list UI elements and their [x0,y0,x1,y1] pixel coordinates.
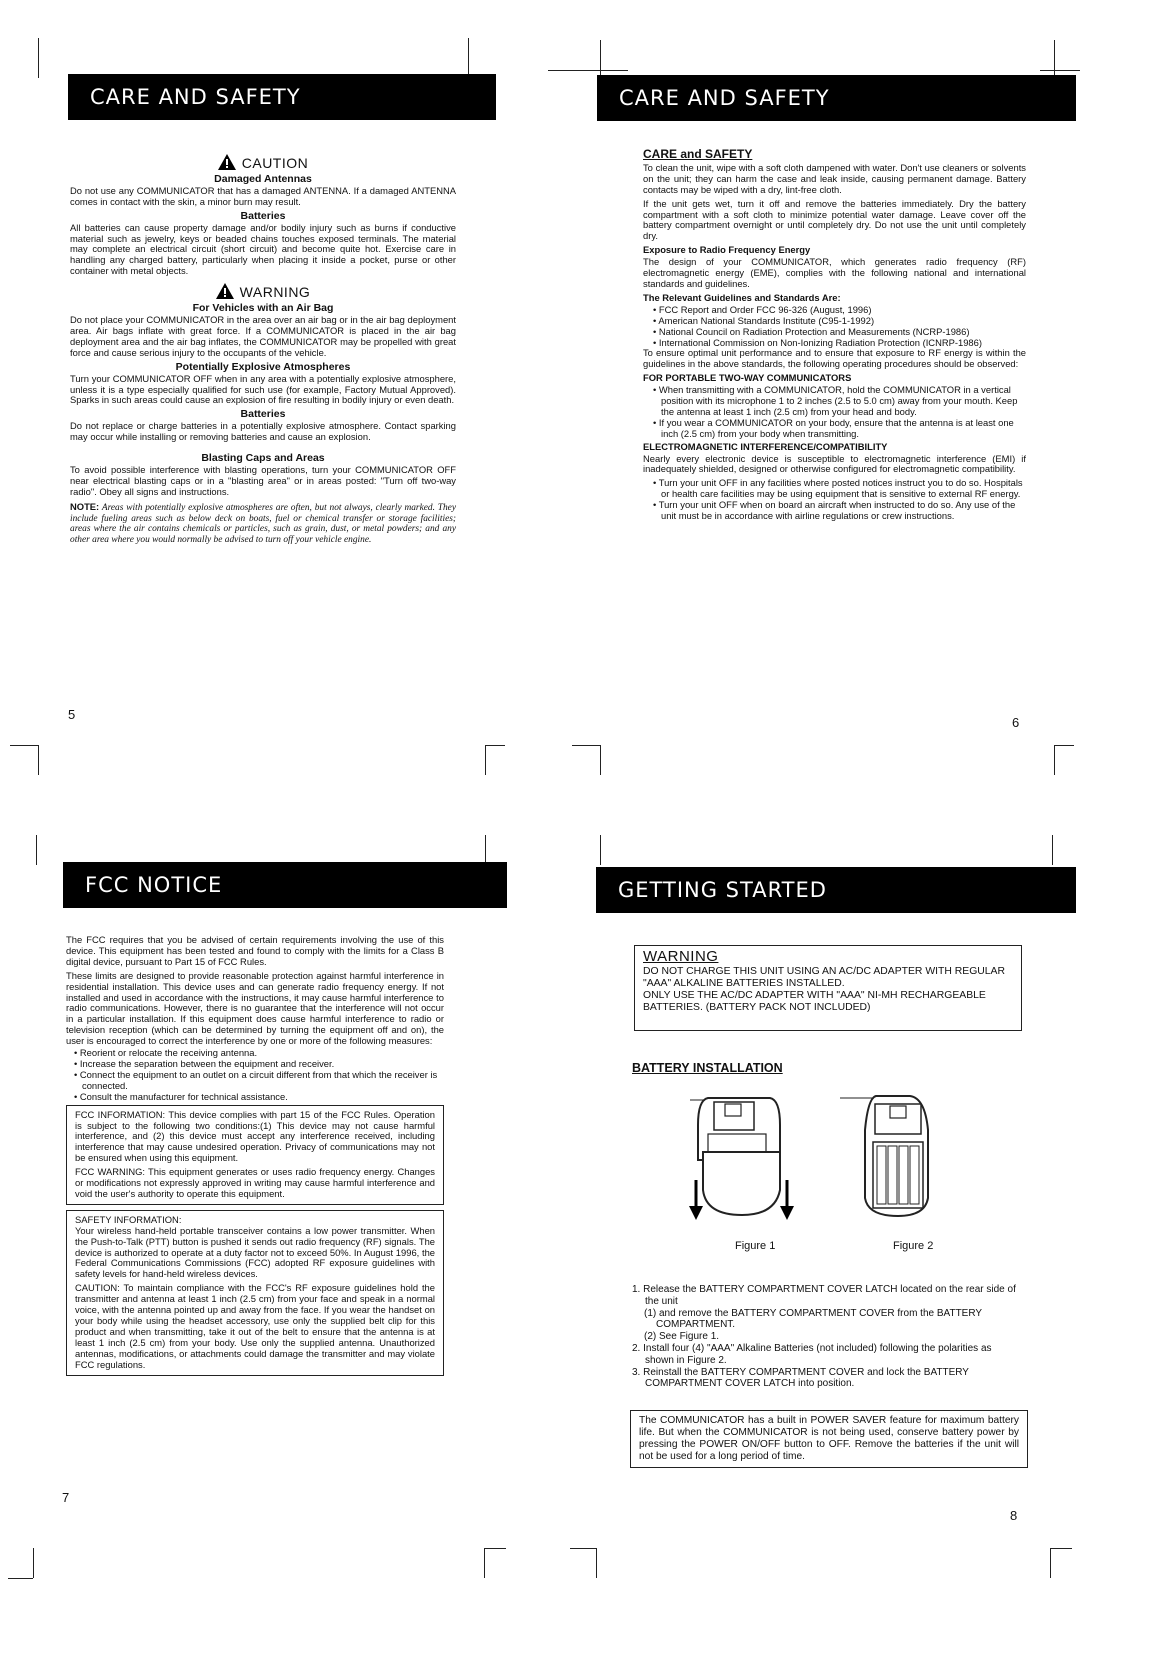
rf-heading: Exposure to Radio Frequency Energy [643,244,811,256]
list-item: • When transmitting with a COMMUNICATOR, hold the COMMUNICATOR in a vertical position with its microphone 1 to 2 inches (2.5 to 5.0 cm) away from your mouth. Keep the antenna at least 1 inch (2.5 cm) from your head and body. [653,385,1026,418]
step-3: 3. Reinstall the BATTERY COMPARTMENT COVER and lock the BATTERY COMPARTMENT COVER LATCH into position. [632,1366,969,1390]
crop-mark [1054,745,1055,775]
fcc-warning-text: FCC WARNING: This equipment generates or uses radio frequency energy. Changes or modifications not expressly approved in writing may cause harmful interference and void the user's authority to operate this equipment. [75,1166,435,1199]
crop-mark [596,1548,597,1578]
list-item: • Connect the equipment to an outlet on a circuit different from that which the receiver is connected. [74,1070,444,1092]
damaged-antennas-text: Do not use any COMMUNICATOR that has a damaged ANTENNA. If a damaged ANTENNA comes in contact with the skin, a minor burn may result. [70,184,456,207]
page6-content [643,149,1026,522]
figure1-device [689,1098,794,1220]
emi-heading: ELECTROMAGNETIC INTERFERENCE/COMPATIBILITY [643,440,888,452]
list-item: • If you wear a COMMUNICATOR on your body, ensure that the antenna is at least one inch (2.5 cm) from your body when transmitting. [653,418,1026,440]
crop-mark [38,745,39,775]
crop-mark [485,745,486,775]
list-item: • Turn your unit OFF in any facilities where posted notices instruct you to do so. Hospitals or health care facilities may be using equipment that is sensitive to external RF energy. [653,478,1026,500]
figure1-caption: Figure 1 [735,1240,776,1252]
crop-mark [485,835,486,865]
batteries2-heading: Batteries [240,408,286,421]
crop-mark [485,745,505,746]
step-1b: (2) See Figure 1. [644,1331,720,1343]
page5-banner: CARE AND SAFETY [68,74,496,120]
caution-heading: CAUTION [70,154,456,170]
blasting-text: To avoid possible interference with blasting operations, turn your COMMUNICATOR OFF near electrical blasting caps or in a "blasting area" or in areas posted: "Turn off two-way radio". Obey all signs and instructions. [70,463,456,497]
crop-mark [1050,1548,1072,1549]
warning-title: WARNING [643,948,719,965]
explosive-heading: Potentially Explosive Atmospheres [175,360,351,373]
step-1: 1. Release the BATTERY COMPARTMENT COVER LATCH located on the rear side of the unit [632,1284,1016,1307]
portable-heading: FOR PORTABLE TWO-WAY COMMUNICATORS [643,372,852,384]
rf-text: The design of your COMMUNICATOR, which generates radio frequency (RF) electromagnetic energy (EME), complies with the following national and international standards and guidelines. [643,256,1026,289]
list-item: • Increase the separation between the equipment and receiver. [74,1059,444,1070]
batteries-heading: Batteries [240,209,286,222]
list-item: • Turn your unit OFF when on board an aircraft when instructed to do so. Any use of the unit must be in accordance with airline regulations or crew instructions. [653,500,1026,522]
portable-list [643,385,1026,440]
power-saver-box [630,1410,1028,1468]
list-item: • American National Standards Institute (C95-1-1992) [653,316,1026,327]
figure2-caption: Figure 2 [893,1240,934,1252]
note-label: NOTE: [70,500,100,512]
emi-text: Nearly every electronic device is susceptible to electromagnetic interference (EMI) if inadequately shielded, designed or otherwise configured for electromagnetic compatibility. [643,452,1026,475]
crop-mark [548,70,628,71]
crop-mark [484,1548,506,1549]
fcc-para-1: The FCC requires that you be advised of certain requirements involving the use of this device. This equipment has been tested and found to comply with the limits for a Class B digital device, pursuant to Part 15 of FCC Rules. [66,934,444,967]
step-1a: (1) and remove the BATTERY COMPARTMENT COVER from the BATTERY COMPARTMENT. [644,1307,982,1331]
step-2: 2. Install four (4) "AAA" Alkaline Batteries (not included) following the polarities as shown in Figure 2. [632,1342,992,1366]
crop-mark [1054,745,1074,746]
warning-line-2: ONLY USE THE AC/DC ADAPTER WITH "AAA" NI-MH RECHARGEABLE BATTERIES. (BATTERY PACK NOT INCLUDED) [643,990,986,1013]
page5-content [70,148,456,546]
crop-mark [1052,835,1053,865]
warning-line-1: DO NOT CHARGE THIS UNIT USING AN AC/DC ADAPTER WITH REGULAR "AAA" ALKALINE BATTERIES INSTALLED. [643,966,1005,989]
list-item: • FCC Report and Order FCC 96-326 (August, 1996) [653,305,1026,316]
care-text-1: To clean the unit, wipe with a soft cloth dampened with water. Don't use cleaners or solvents on the unit; they can harm the case and leak inside, causing permanent damage. Battery contacts may be wiped with a dry, lint-free cloth. [643,161,1026,195]
crop-mark [600,40,601,76]
safety-text: Your wireless hand-held portable transceiver contains a low power transmitter. When the Push-to-Talk (PTT) button is pushed it sends out radio frequency (RF) signals. The device is authorized to operate at a duty factor not to exceed 50%. In August 1996, the Federal Communications Commissions (FCC) adopted RF exposure guidelines with safety levels for hand-held wireless devices. [75,1224,435,1280]
battery-illustration [640,1090,950,1245]
blasting-heading: Blasting Caps and Areas [201,452,325,465]
page8-banner: GETTING STARTED [596,867,1076,913]
page8-number: 8 [1010,1508,1018,1523]
list-item: • Consult the manufacturer for technical assistance. [74,1092,444,1103]
crop-mark [484,1548,485,1578]
guidelines-heading: The Relevant Guidelines and Standards Are: [643,291,841,303]
batteries2-text: Do not replace or charge batteries in a potentially explosive atmosphere. Contact sparking may occur while installing or removing batteries and cause an explosion. [70,420,456,443]
air-bag-text: Do not place your COMMUNICATOR in the area over an air bag or in the air bag deployment area. Air bags inflate with great force. If a COMMUNICATOR is placed in the air bag deployment area and the air bag inflates, the COMMUNICATOR may be propelled with great force and cause serious injury to the occupants of the vehicle. [70,314,456,358]
page6-number: 6 [1012,715,1020,730]
warning-heading: WARNING [70,283,456,299]
installation-steps [632,1284,1020,1390]
page7-number: 7 [62,1490,70,1505]
explosive-text: Turn your COMMUNICATOR OFF when in any area with a potentially explosive atmosphere, unless it is a type especially qualified for such use (for example, Factory Mutual Approved). Sparks in such areas could cause an explosion of fire resulting in bodily injury or even death. [70,372,456,406]
page7-content [66,935,444,1376]
figure2-device [840,1096,928,1216]
crop-mark [8,1578,33,1579]
crop-mark [570,1548,596,1549]
warning-triangle-icon [216,283,234,299]
crop-mark [1040,70,1080,71]
air-bag-heading: For Vehicles with an Air Bag [192,302,334,315]
crop-mark [10,745,38,746]
batteries-text: All batteries can cause property damage and/or bodily injury such as burns if conductive material such as jewelry, keys or beaded chains touches exposed terminals. The material may complete an electrical circuit (short circuit) and become quite hot. Exercise care in handling any charged battery, particularly when placing it inside a pocket, purse or other container with metal objects. [70,221,456,277]
damaged-antennas-heading: Damaged Antennas [214,173,312,185]
crop-mark [1050,1548,1051,1578]
safety-heading: SAFETY INFORMATION: [75,1213,182,1225]
page6-banner: CARE AND SAFETY [597,75,1076,121]
crop-mark [38,38,39,78]
list-item: • Reorient or relocate the receiving antenna. [74,1048,444,1059]
warning-content [643,948,1013,1014]
measures-list [66,1048,444,1103]
crop-mark [36,835,37,865]
care-heading: CARE and SAFETY [643,147,753,161]
safety-info-box [66,1210,444,1376]
crop-mark [600,835,601,865]
guidelines-list [643,305,1026,349]
list-item: • National Council on Radiation Protection and Measurements (NCRP-1986) [653,327,1026,338]
caution-text: CAUTION: To maintain compliance with the FCC's RF exposure guidelines hold the transmitter and antenna at least 1 inch (2.5 cm) from your face and speak in a normal voice, with the antenna pointed up and away from the face. If you wear the handset on your body while using the headset accessory, use only the supplied belt clip for this product and when transmitting, take it out of the belt to ensure that the antenna is at least 1 inch (2.5 cm) from your body. Use only the supplied antenna. Unauthorized antennas, modifications, or attachments could damage the transmitter and may violate FCC regulations. [75,1282,435,1370]
fcc-para-2: These limits are designed to provide reasonable protection against harmful interference in residential installation. This device uses and can generate radio frequency energy. If not installed and used in accordance with the instructions, it may cause harmful interference to radio communications. However, there is no guarantee that the interference will not occur in a particular installation. If this equipment does cause harmful interference to radio or television reception (which can be determined by turning the equipment off and on), the user is encouraged to correct the interference by one or more of the following measures: [66,969,444,1047]
crop-mark [600,745,601,775]
note-paragraph [70,502,456,547]
fcc-info-text: FCC INFORMATION: This device complies with part 15 of the FCC Rules. Operation is subject to the following two conditions:(1) This device may not cause harmful interference, and (2) this device must accept any interference received, including interference that may cause undesired operation. Privacy of communications may not be ensured when using this equipment. [75,1108,435,1164]
care-text-2: If the unit gets wet, turn it off and remove the batteries immediately. Dry the battery compartment with a soft cloth to minimize potential water damage. Leave cover off the battery compartment overnight or until completely dry. Do not use the unit until completely dry. [643,197,1026,242]
fcc-info-box [66,1105,444,1205]
crop-mark [572,745,600,746]
power-saver-text: The COMMUNICATOR has a built in POWER SAVER feature for maximum battery life. But when the COMMUNICATOR is not being used, conserve battery power by pressing the POWER ON/OFF button to OFF. Remove the batteries if the unit will not be used for a long period of time. [639,1415,1019,1462]
crop-mark [33,1548,34,1578]
caution-triangle-icon [218,154,236,170]
battery-installation-heading: BATTERY INSTALLATION [632,1061,783,1075]
crop-mark [468,38,469,76]
note-text: Areas with potentially explosive atmospheres are often, but not always, clearly marked. They include fueling areas such as below deck on boats, fuel or chemical transfer or storage facilities; areas where the air contains chemicals or particles, such as grain, dust, or metal powders; and any other area where you would normally be advised to turn off your vehicle engine. [70,502,456,546]
page7-banner: FCC NOTICE [63,862,507,908]
page5-number: 5 [68,707,76,722]
emi-list [643,478,1026,522]
list-item: • International Commission on Non-Ionizing Radiation Protection (ICNRP-1986) [653,338,1026,349]
optimal-text: To ensure optimal unit performance and to ensure that exposure to RF energy is within the guidelines in the above standards, the following operating procedures should be observed: [643,347,1026,370]
